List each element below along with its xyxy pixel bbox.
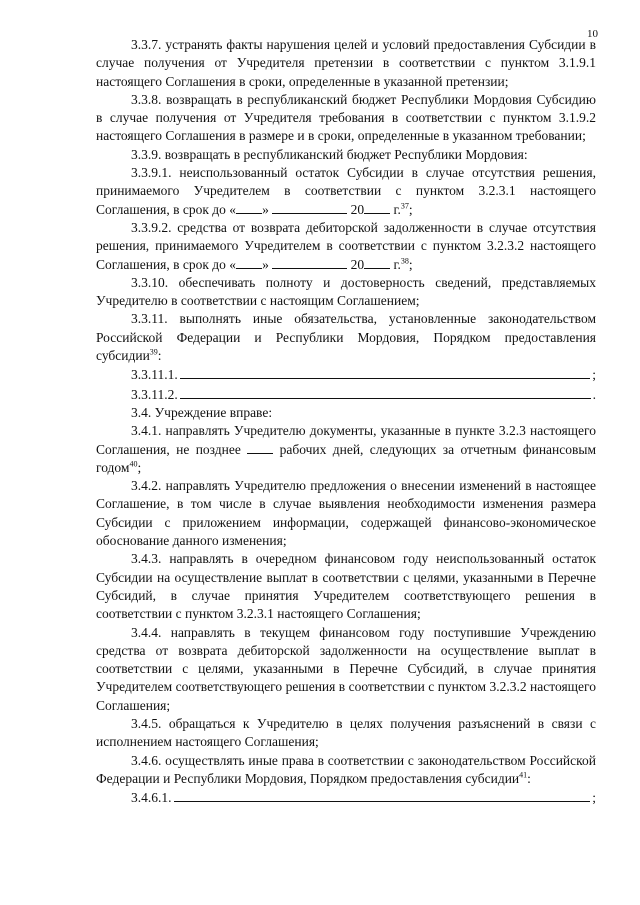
clause-3-4-6-1: 3.4.6.1. ; bbox=[131, 790, 596, 806]
clause-3-3-11-1: 3.3.11.1. ; bbox=[131, 367, 596, 383]
footnote-ref: 41 bbox=[519, 770, 528, 780]
month-blank bbox=[272, 202, 347, 214]
clause-3-3-9-1: 3.3.9.1. неиспользованный остаток Субсидии в случае отсутствия решения, принимаемого Учредителем в соответствии с пунктом 3.2.3.1 настоящего Соглашения, в срок до « » 20 г.$^{37}$; bbox=[96, 165, 596, 217]
clause-3-3-11: 3.3.11. выполнять иные обязательства, установленные законодательством Российской Федерации и Республики Мордовия, Порядком предоставления субсидии$^{39}$: bbox=[96, 311, 596, 364]
month-blank bbox=[272, 257, 347, 269]
day-blank bbox=[236, 257, 262, 269]
fill-line bbox=[180, 385, 591, 399]
clause-3-3-8: 3.3.8. возвращать в республиканский бюджет Республики Мордовия Субсидию в случае получения от Учредителя требования в соответствии с пунктом 3.1.9.2 настоящего Соглашения в размере и в сроки, определенные в указанном требовании; bbox=[96, 91, 596, 144]
footnote-ref: 40 bbox=[129, 459, 138, 469]
fill-line bbox=[180, 365, 590, 379]
clause-3-3-10: 3.3.10. обеспечивать полноту и достоверность сведений, представляемых Учредителю в соответствии с настоящим Соглашением; bbox=[96, 274, 596, 309]
footnote-ref: 37 bbox=[400, 201, 409, 211]
clause-3-3-9: 3.3.9. возвращать в республиканский бюджет Республики Мордовия: bbox=[131, 146, 528, 162]
clause-3-4-2: 3.4.2. направлять Учредителю предложения о внесении изменений в настоящее Соглашение, в том числе в случае выявления необходимости изменения размера Субсидии с приложением информации, содержащей финансово-экономическое обоснование данного изменения; bbox=[96, 478, 596, 549]
year-blank bbox=[364, 257, 390, 269]
year-blank bbox=[364, 202, 390, 214]
clause-3-4-1: 3.4.1. направлять Учредителю документы, указанные в пункте 3.2.3 настоящего Соглашения, не позднее рабочих дней, следующих за отчетным финансовым годом$^{40}$; bbox=[96, 423, 596, 475]
clause-3-4-4: 3.4.4. направлять в текущем финансовом году поступившие Учреждению средства от возврата дебиторской задолженности на осуществление выплат в соответствии с целями, указанными в Перечне Субсидий, в случае принятия Учредителем соответствующего решения в соответствии с пунктом 3.2.3.2 настоящего Соглашения; bbox=[96, 624, 596, 713]
clause-3-3-9-2: 3.3.9.2. средства от возврата дебиторской задолженности в случае отсутствия решения, принимаемого Учредителем в соответствии с пунктом 3.2.3.2 настоящего Соглашения, в срок до « » 20 г.$^{38}$; bbox=[96, 219, 596, 272]
document-body bbox=[96, 36, 596, 807]
clause-3-4-6: 3.4.6. осуществлять иные права в соответствии с законодательством Российской Федерации и Республики Мордовия, Порядком предоставления субсидии$^{41}$: bbox=[96, 752, 596, 786]
page-number: 10 bbox=[587, 28, 598, 40]
day-blank bbox=[236, 202, 262, 214]
days-blank bbox=[247, 442, 273, 454]
footnote-ref: 38 bbox=[400, 256, 409, 266]
fill-line bbox=[174, 788, 591, 802]
clause-3-4-5: 3.4.5. обращаться к Учредителю в целях получения разъяснений в связи с исполнением настоящего Соглашения; bbox=[96, 715, 596, 750]
clause-3-4: 3.4. Учреждение вправе: bbox=[131, 404, 273, 420]
clause-3-4-3: 3.4.3. направлять в очередном финансовом году неиспользованный остаток Субсидии на осуществление выплат в соответствии с целями, указанными в Перечне Субсидий, в случае принятия Учредителем соответствующего решения в соответствии с пунктом 3.2.3.1 настоящего Соглашения; bbox=[96, 551, 596, 622]
clause-3-3-7: 3.3.7. устранять факты нарушения целей и условий предоставления Субсидии в случае получения от Учредителя претензии в соответствии с пунктом 3.1.9.1 настоящего Соглашения в сроки, определенные в указанной претензии; bbox=[96, 37, 596, 89]
clause-3-3-11-2: 3.3.11.2. . bbox=[131, 386, 596, 402]
footnote-ref: 39 bbox=[149, 347, 158, 357]
